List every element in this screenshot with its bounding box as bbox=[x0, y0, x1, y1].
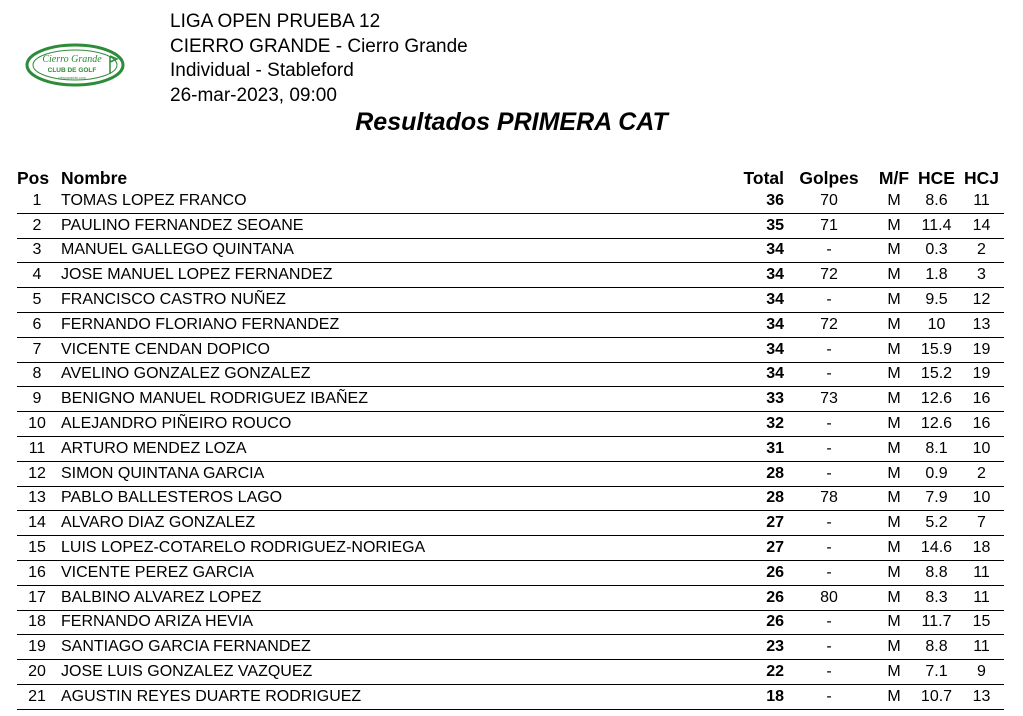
mf-cell: M bbox=[874, 263, 914, 288]
table-row bbox=[17, 263, 1004, 288]
golpes-cell: 78 bbox=[784, 486, 874, 511]
hce-cell: 15.9 bbox=[914, 337, 959, 362]
hce-cell: 8.1 bbox=[914, 436, 959, 461]
golpes-cell: 72 bbox=[784, 312, 874, 337]
name-cell: AGUSTIN REYES DUARTE RODRIGUEZ bbox=[57, 684, 724, 709]
golpes-cell: 80 bbox=[784, 585, 874, 610]
hce-cell: 8.3 bbox=[914, 585, 959, 610]
golpes-cell: - bbox=[784, 511, 874, 536]
mf-cell: M bbox=[874, 436, 914, 461]
total-cell: 26 bbox=[724, 585, 784, 610]
pos-cell: 12 bbox=[17, 461, 57, 486]
total-cell: 35 bbox=[724, 213, 784, 238]
name-cell: FERNANDO ARIZA HEVIA bbox=[57, 610, 724, 635]
pos-cell: 14 bbox=[17, 511, 57, 536]
col-total: Total bbox=[743, 168, 784, 188]
pos-cell: 7 bbox=[17, 337, 57, 362]
total-cell: 34 bbox=[724, 263, 784, 288]
name-cell: AVELINO GONZALEZ GONZALEZ bbox=[57, 362, 724, 387]
hce-cell: 0.3 bbox=[914, 238, 959, 263]
name-cell: ALEJANDRO PIÑEIRO ROUCO bbox=[57, 412, 724, 437]
hce-cell: 1.8 bbox=[914, 263, 959, 288]
hcj-cell: 9 bbox=[959, 660, 1004, 685]
golpes-cell: - bbox=[784, 536, 874, 561]
logo-name: Cierro Grande bbox=[42, 54, 102, 65]
total-cell: 34 bbox=[724, 312, 784, 337]
mf-cell: M bbox=[874, 387, 914, 412]
golpes-cell: - bbox=[784, 412, 874, 437]
golpes-cell: - bbox=[784, 436, 874, 461]
table-row bbox=[17, 213, 1004, 238]
name-cell: PABLO BALLESTEROS LAGO bbox=[57, 486, 724, 511]
golpes-cell: - bbox=[784, 635, 874, 660]
mf-cell: M bbox=[874, 288, 914, 313]
table-row bbox=[17, 288, 1004, 313]
name-cell: FRANCISCO CASTRO NUÑEZ bbox=[57, 288, 724, 313]
page-title: Resultados PRIMERA CAT bbox=[355, 108, 668, 136]
hcj-cell: 16 bbox=[959, 412, 1004, 437]
table-row bbox=[17, 560, 1004, 585]
mf-cell: M bbox=[874, 461, 914, 486]
pos-cell: 13 bbox=[17, 486, 57, 511]
name-cell: VICENTE CENDAN DOPICO bbox=[57, 337, 724, 362]
mf-cell: M bbox=[874, 312, 914, 337]
name-cell: BENIGNO MANUEL RODRIGUEZ IBAÑEZ bbox=[57, 387, 724, 412]
pos-cell: 19 bbox=[17, 635, 57, 660]
pos-cell: 9 bbox=[17, 387, 57, 412]
total-cell: 28 bbox=[724, 486, 784, 511]
pos-cell: 21 bbox=[17, 684, 57, 709]
golpes-cell: - bbox=[784, 684, 874, 709]
hce-cell: 11.7 bbox=[914, 610, 959, 635]
pos-cell: 17 bbox=[17, 585, 57, 610]
table-row bbox=[17, 610, 1004, 635]
table-row bbox=[17, 189, 1004, 213]
total-cell: 18 bbox=[724, 684, 784, 709]
mf-cell: M bbox=[874, 412, 914, 437]
hcj-cell: 2 bbox=[959, 238, 1004, 263]
table-row bbox=[17, 486, 1004, 511]
hcj-cell: 15 bbox=[959, 610, 1004, 635]
pos-cell: 10 bbox=[17, 412, 57, 437]
hcj-cell: 12 bbox=[959, 288, 1004, 313]
total-cell: 33 bbox=[724, 387, 784, 412]
hcj-cell: 19 bbox=[959, 362, 1004, 387]
name-cell: SANTIAGO GARCIA FERNANDEZ bbox=[57, 635, 724, 660]
total-cell: 27 bbox=[724, 536, 784, 561]
hcj-cell: 11 bbox=[959, 635, 1004, 660]
table-row bbox=[17, 362, 1004, 387]
golpes-cell: - bbox=[784, 461, 874, 486]
table-row bbox=[17, 684, 1004, 709]
golpes-cell: - bbox=[784, 362, 874, 387]
mf-cell: M bbox=[874, 486, 914, 511]
mf-cell: M bbox=[874, 684, 914, 709]
total-cell: 26 bbox=[724, 560, 784, 585]
hce-cell: 0.9 bbox=[914, 461, 959, 486]
golpes-cell: - bbox=[784, 560, 874, 585]
pos-cell: 5 bbox=[17, 288, 57, 313]
hce-cell: 14.6 bbox=[914, 536, 959, 561]
mf-cell: M bbox=[874, 213, 914, 238]
hcj-cell: 2 bbox=[959, 461, 1004, 486]
mf-cell: M bbox=[874, 536, 914, 561]
col-name: Nombre bbox=[61, 168, 128, 188]
hcj-cell: 19 bbox=[959, 337, 1004, 362]
name-cell: LUIS LOPEZ-COTARELO RODRIGUEZ-NORIEGA bbox=[57, 536, 724, 561]
pos-cell: 4 bbox=[17, 263, 57, 288]
name-cell: PAULINO FERNANDEZ SEOANE bbox=[57, 213, 724, 238]
col-pos: Pos bbox=[17, 168, 50, 188]
total-cell: 23 bbox=[724, 635, 784, 660]
mf-cell: M bbox=[874, 337, 914, 362]
total-cell: 34 bbox=[724, 288, 784, 313]
table-row bbox=[17, 660, 1004, 685]
name-cell: TOMAS LOPEZ FRANCO bbox=[57, 189, 724, 213]
mf-cell: M bbox=[874, 560, 914, 585]
hce-cell: 7.1 bbox=[914, 660, 959, 685]
name-cell: FERNANDO FLORIANO FERNANDEZ bbox=[57, 312, 724, 337]
table-row bbox=[17, 536, 1004, 561]
total-cell: 34 bbox=[724, 362, 784, 387]
hce-cell: 10.7 bbox=[914, 684, 959, 709]
event-format: Individual - Stableford bbox=[170, 60, 354, 81]
table-row bbox=[17, 635, 1004, 660]
hcj-cell: 10 bbox=[959, 436, 1004, 461]
table-header bbox=[17, 163, 1004, 189]
col-mf: M/F bbox=[878, 168, 910, 188]
hcj-cell: 7 bbox=[959, 511, 1004, 536]
pos-cell: 18 bbox=[17, 610, 57, 635]
mf-cell: M bbox=[874, 238, 914, 263]
table-row bbox=[17, 585, 1004, 610]
name-cell: BALBINO ALVAREZ LOPEZ bbox=[57, 585, 724, 610]
mf-cell: M bbox=[874, 635, 914, 660]
total-cell: 26 bbox=[724, 610, 784, 635]
pos-cell: 1 bbox=[17, 189, 57, 213]
hce-cell: 15.2 bbox=[914, 362, 959, 387]
hce-cell: 8.6 bbox=[914, 189, 959, 213]
logo-url: cierrogrande.com bbox=[58, 76, 86, 80]
mf-cell: M bbox=[874, 610, 914, 635]
mf-cell: M bbox=[874, 511, 914, 536]
name-cell: MANUEL GALLEGO QUINTANA bbox=[57, 238, 724, 263]
event-name: LIGA OPEN PRUEBA 12 bbox=[170, 11, 381, 32]
hcj-cell: 11 bbox=[959, 189, 1004, 213]
total-cell: 31 bbox=[724, 436, 784, 461]
name-cell: SIMON QUINTANA GARCIA bbox=[57, 461, 724, 486]
golpes-cell: 72 bbox=[784, 263, 874, 288]
pos-cell: 8 bbox=[17, 362, 57, 387]
event-venue: CIERRO GRANDE - Cierro Grande bbox=[170, 35, 468, 57]
name-cell: JOSE LUIS GONZALEZ VAZQUEZ bbox=[57, 660, 724, 685]
golpes-cell: - bbox=[784, 610, 874, 635]
hcj-cell: 13 bbox=[959, 312, 1004, 337]
mf-cell: M bbox=[874, 660, 914, 685]
golpes-cell: 71 bbox=[784, 213, 874, 238]
event-datetime: 26-mar-2023, 09:00 bbox=[170, 84, 337, 106]
hce-cell: 5.2 bbox=[914, 511, 959, 536]
pos-cell: 20 bbox=[17, 660, 57, 685]
golpes-cell: 73 bbox=[784, 387, 874, 412]
golpes-cell: - bbox=[784, 288, 874, 313]
golpes-cell: 70 bbox=[784, 189, 874, 213]
results-table bbox=[17, 163, 1004, 710]
golpes-cell: - bbox=[784, 660, 874, 685]
pos-cell: 6 bbox=[17, 312, 57, 337]
table-row bbox=[17, 461, 1004, 486]
col-hce: HCE bbox=[918, 168, 955, 188]
table-row bbox=[17, 436, 1004, 461]
golpes-cell: - bbox=[784, 238, 874, 263]
hce-cell: 10 bbox=[914, 312, 959, 337]
col-hcj: HCJ bbox=[963, 168, 999, 188]
hce-cell: 11.4 bbox=[914, 213, 959, 238]
pos-cell: 11 bbox=[17, 436, 57, 461]
hcj-cell: 3 bbox=[959, 263, 1004, 288]
name-cell: JOSE MANUEL LOPEZ FERNANDEZ bbox=[57, 263, 724, 288]
total-cell: 32 bbox=[724, 412, 784, 437]
hcj-cell: 11 bbox=[959, 585, 1004, 610]
pos-cell: 3 bbox=[17, 238, 57, 263]
hce-cell: 8.8 bbox=[914, 560, 959, 585]
table-row bbox=[17, 511, 1004, 536]
hce-cell: 12.6 bbox=[914, 387, 959, 412]
logo-subtitle: CLUB DE GOLF bbox=[47, 67, 97, 74]
pos-cell: 2 bbox=[17, 213, 57, 238]
table-row bbox=[17, 337, 1004, 362]
hce-cell: 12.6 bbox=[914, 412, 959, 437]
hcj-cell: 18 bbox=[959, 536, 1004, 561]
hcj-cell: 11 bbox=[959, 560, 1004, 585]
name-cell: VICENTE PEREZ GARCIA bbox=[57, 560, 724, 585]
table-row bbox=[17, 312, 1004, 337]
club-logo bbox=[24, 42, 126, 88]
golpes-cell: - bbox=[784, 337, 874, 362]
hce-cell: 8.8 bbox=[914, 635, 959, 660]
table-row bbox=[17, 238, 1004, 263]
col-golpes: Golpes bbox=[799, 168, 859, 188]
name-cell: ARTURO MENDEZ LOZA bbox=[57, 436, 724, 461]
total-cell: 36 bbox=[724, 189, 784, 213]
pos-cell: 15 bbox=[17, 536, 57, 561]
total-cell: 34 bbox=[724, 337, 784, 362]
hcj-cell: 16 bbox=[959, 387, 1004, 412]
hcj-cell: 13 bbox=[959, 684, 1004, 709]
hcj-cell: 14 bbox=[959, 213, 1004, 238]
event-header bbox=[170, 10, 468, 108]
hcj-cell: 10 bbox=[959, 486, 1004, 511]
hce-cell: 9.5 bbox=[914, 288, 959, 313]
total-cell: 34 bbox=[724, 238, 784, 263]
pos-cell: 16 bbox=[17, 560, 57, 585]
mf-cell: M bbox=[874, 585, 914, 610]
name-cell: ALVARO DIAZ GONZALEZ bbox=[57, 511, 724, 536]
mf-cell: M bbox=[874, 362, 914, 387]
total-cell: 28 bbox=[724, 461, 784, 486]
total-cell: 22 bbox=[724, 660, 784, 685]
mf-cell: M bbox=[874, 189, 914, 213]
total-cell: 27 bbox=[724, 511, 784, 536]
table-row bbox=[17, 412, 1004, 437]
table-row bbox=[17, 387, 1004, 412]
hce-cell: 7.9 bbox=[914, 486, 959, 511]
